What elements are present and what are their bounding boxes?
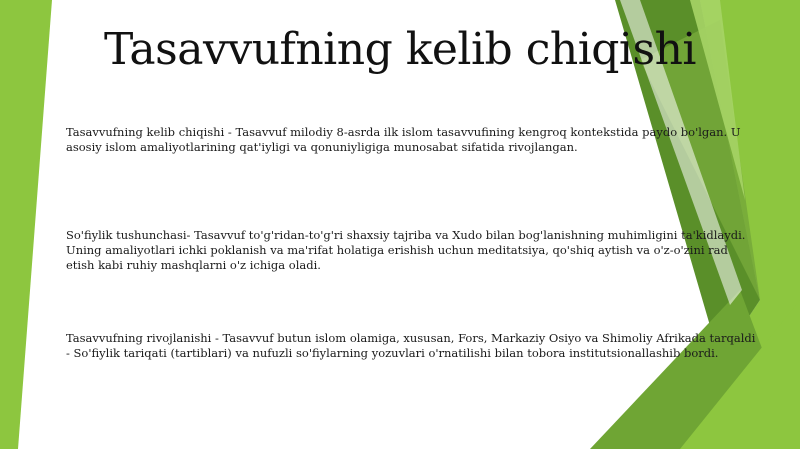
- paragraph-development: Tasavvufning rivojlanishi - Tasavvuf butun islom olamiga, xususan, Fors, Markaziy Osiyo va Shimoliy Afrikada tarqaldi - So'fiylik tariqati (tartiblari) va nufuzli so'fiylarning yozuvlari o'rnatilishi bilan tobora institutsionallashib bordi.: [66, 331, 756, 360]
- paragraph-concept: So'fiylik tushunchasi- Tasavvuf to'g'ridan-to'g'ri shaxsiy tajriba va Xudo bilan bog'lanishning muhimligini ta'kidlaydi. Uning amaliyotlari ichki poklanish va ma'rifat holatiga erishish uchun meditatsiya, qo'shiq aytish va o'z-o'zini rad etish kabi ruhiy mashqlarni o'z ichiga oladi.: [66, 228, 746, 272]
- paragraph-origin: Tasavvufning kelib chiqishi - Tasavvuf milodiy 8-asrda ilk islom tasavvufining kengroq kontekstida paydo bo'lgan. U asosiy islom amaliyotlarining qat'iyligi va qonuniyligiga munosabat sifatida rivojlangan.: [66, 125, 741, 154]
- slide-title: Tasavvufning kelib chiqishi: [104, 24, 696, 75]
- left-green-strip: [0, 0, 52, 449]
